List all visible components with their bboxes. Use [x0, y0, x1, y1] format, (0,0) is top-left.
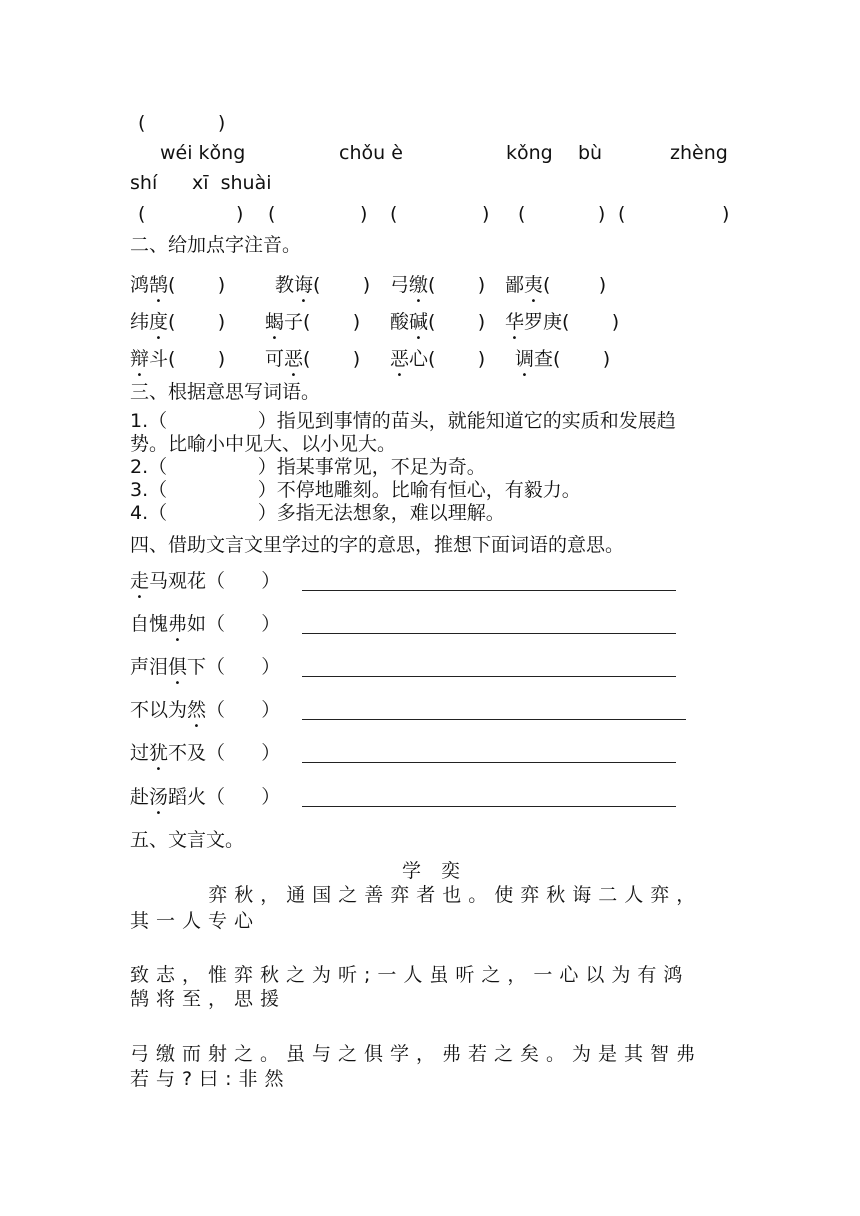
- s2-r2-c4: 华罗庚( ): [505, 311, 620, 333]
- poem-line-5: 弓缴而射之。虽与之俱学，弗若之矣。为是其智弗: [130, 1043, 703, 1065]
- s4-answer-line-2[interactable]: [302, 633, 676, 634]
- s4-answer-line-4[interactable]: [302, 719, 686, 720]
- s3-item-2: 2.（ ）指某事常见，不足为奇。: [130, 456, 486, 478]
- section2-title: 二、给加点字注音。: [130, 234, 302, 256]
- s3-item-3: 3.（ ）不停地雕刻。比喻有恒心，有毅力。: [130, 479, 581, 501]
- s3-item-1-cont: 势。比喻小中见大、以小见大。: [130, 433, 397, 455]
- s4-item-3: 声泪俱下（ ）: [130, 656, 281, 678]
- s4-item-2: 自愧弗如（ ）: [130, 613, 281, 635]
- s4-answer-line-6[interactable]: [302, 806, 676, 807]
- poem-line-6: 若与?曰:非然: [130, 1068, 291, 1090]
- s2-r3-c4: 调查( ): [515, 348, 611, 370]
- poem-title: 学 奕: [402, 860, 468, 882]
- s2-r2-c3: 酸碱( ): [390, 311, 486, 333]
- s4-answer-line-3[interactable]: [302, 676, 676, 677]
- s4-answer-line-1[interactable]: [302, 590, 676, 591]
- poem-line-4: 鹄将至，思援: [130, 988, 287, 1010]
- pinyin-zheng: zhèng: [670, 142, 728, 164]
- s2-r3-c1: 辩斗( ): [130, 348, 226, 370]
- answer-paren-4[interactable]: ( ): [518, 203, 606, 225]
- answer-paren-2[interactable]: ( ): [268, 203, 368, 225]
- s2-r1-c2: 教诲( ): [275, 274, 371, 296]
- poem-line-2: 其一人专心: [130, 910, 261, 932]
- s2-r1-c3: 弓缴( ): [390, 274, 486, 296]
- pinyin-weikong: wéi kǒng: [160, 142, 246, 164]
- s4-item-1: 走马观花（ ）: [130, 570, 281, 592]
- s2-r3-c2: 可恶( ): [265, 348, 361, 370]
- s2-r1-c4: 鄙夷( ): [505, 274, 607, 296]
- s4-item-6: 赴汤蹈火（ ）: [130, 786, 281, 808]
- s3-item-1: 1.（ ）指见到事情的苗头，就能知道它的实质和发展趋: [130, 410, 676, 432]
- s2-r1-c1: 鸿鹄( ): [130, 274, 226, 296]
- poem-line-3: 致志，惟弈秋之为听;一人虽听之，一心以为有鸿: [130, 964, 690, 986]
- pinyin-shi: shí: [130, 172, 158, 194]
- section5-title: 五、文言文。: [130, 829, 245, 851]
- s2-r2-c2: 蝎子( ): [265, 311, 361, 333]
- s4-answer-line-5[interactable]: [302, 762, 676, 763]
- pinyin-kong: kǒng: [506, 142, 553, 164]
- section4-title: 四、借助文言文里学过的字的意思，推想下面词语的意思。: [130, 534, 625, 556]
- pinyin-bu: bù: [578, 142, 603, 164]
- s2-r3-c3: 恶心( ): [390, 348, 486, 370]
- s4-item-5: 过犹不及（ ）: [130, 742, 281, 764]
- poem-line-1: 弈秋，通国之善弈者也。使弈秋诲二人弈，: [130, 884, 703, 906]
- s3-item-4: 4.（ ）多指无法想象，难以理解。: [130, 502, 505, 524]
- top-answer-paren: ( ): [138, 112, 226, 134]
- answer-paren-3[interactable]: ( ): [390, 203, 490, 225]
- answer-paren-1[interactable]: ( ): [138, 203, 244, 225]
- s2-r2-c1: 纬度( ): [130, 311, 226, 333]
- s4-item-4: 不以为然（ ）: [130, 699, 281, 721]
- pinyin-choue: chǒu è: [339, 142, 403, 164]
- pinyin-xishuai: xī shuài: [192, 172, 272, 194]
- answer-paren-5[interactable]: ( ): [618, 203, 730, 225]
- section3-title: 三、根据意思写词语。: [130, 381, 321, 403]
